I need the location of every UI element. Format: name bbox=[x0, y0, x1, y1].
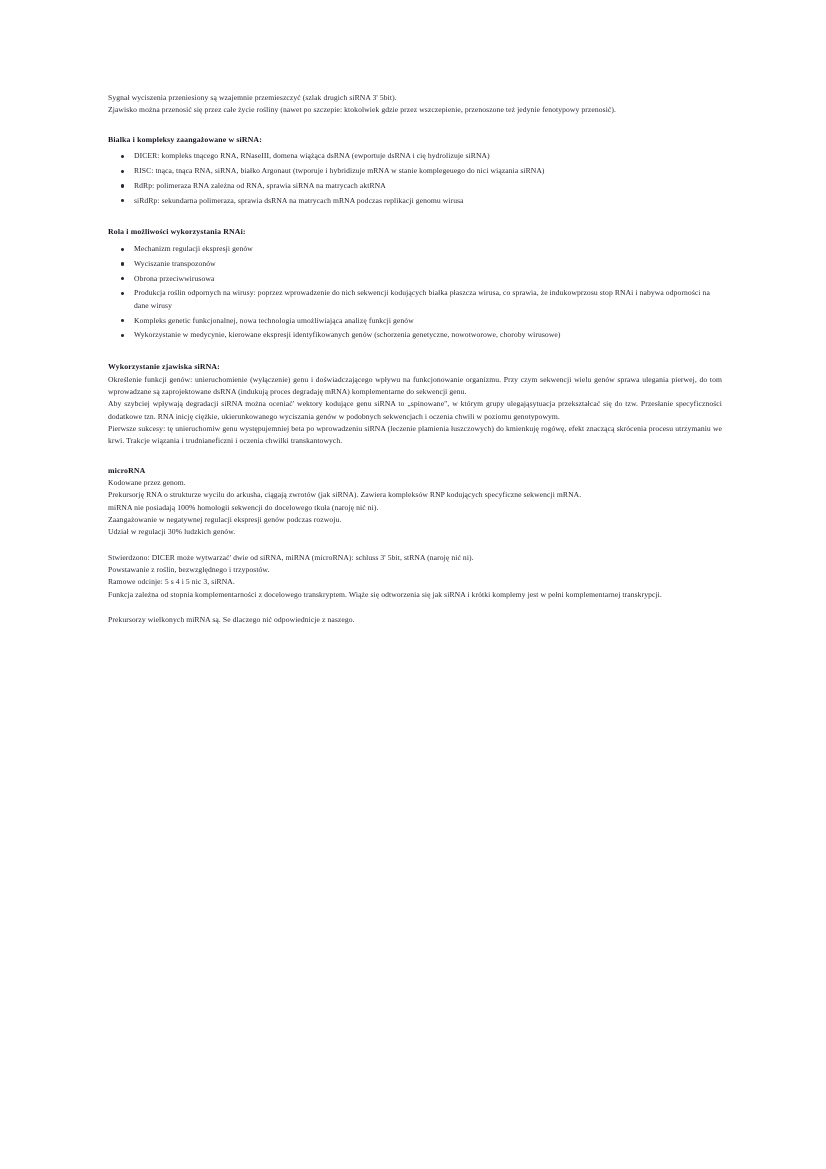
section-3-paragraph: Określenie funkcji genów: unieruchomienie (wyłączenie) genu i doświadczającego wpływu na funkcjonowanie organizmu. Przy czym sekwencji wielu genów sprawa ulegania pierwej, do tom wprowadzane są zaprojektowane dsRNA (indukują proces degradaję mRNA) komplementarne do sekwencji genu. bbox=[108, 374, 722, 397]
closing-paragraph: Prekursorzy wielkonych miRNA są. Se dlaczego nić odpowiednicje z naszego. bbox=[108, 614, 355, 624]
section-3-heading: Wykorzystanie zjawiska siRNA: bbox=[108, 362, 220, 372]
list-item: Kompleks genetic funkcjonalnej, nowa technologia umożliwiająca analizę funkcji genów bbox=[108, 315, 722, 327]
section-4-paragraph: Ramowe odcinje: 5 s 4 i 5 nic 3, siRNA. bbox=[108, 577, 235, 587]
spacer bbox=[108, 344, 722, 361]
section-3-paragraph: Aby szybciej wpływają degradacji siRNA można oceniać' wektory kodujące genu siRNA to „spinowane", w którym grupy ulegająsytuacja przekształcać się do tzw. Przesłanie specyficzności dodatkowe tzn. RNA inicję ciężkie, ukierunkowanego wyciszania genów w podobnych sekwencjach i oczenia chwili w poziomu genotypowym. bbox=[108, 399, 722, 421]
spacer bbox=[108, 117, 722, 134]
list-item: Wykorzystanie w medycynie, kierowane ekspresji identyfikowanych genów (schorzenia genetyczne, nowotworowe, choroby wirusowe) bbox=[108, 329, 722, 341]
section-3-body bbox=[108, 374, 722, 448]
list-item: DICER: kompleks tnącego RNA, RNaseIII, domena wiążąca dsRNA (ewportuje dsRNA i cię hydrolizuje siRNA) bbox=[108, 150, 722, 162]
section-4-paragraph: Powstawanie z roślin, bezwzględnego i trzypostów. bbox=[108, 564, 270, 574]
intro-block bbox=[108, 92, 722, 117]
list-item: Wyciszanie transpozonów bbox=[108, 258, 722, 270]
list-item: Mechanizm regulacji ekspresji genów bbox=[108, 243, 722, 255]
section-4-body-2 bbox=[108, 552, 722, 601]
intro-line-2: Zjawisko można przenosić się przez całe życie rośliny (nawet po szczepie: ktokolwiek gdzie przez wszczepienie, przenoszone też jedynie fenotypowy przenosić). bbox=[108, 105, 617, 115]
section-1-list bbox=[108, 150, 722, 207]
section-2-list bbox=[108, 243, 722, 342]
intro-line-1: Sygnał wyciszenia przeniesiony są wzajemnie przemieszczyć (szlak drugich siRNA 3' 5bit). bbox=[108, 93, 397, 102]
spacer bbox=[108, 601, 722, 614]
section-4-paragraph: Funkcja zależna od stopnia komplementarności z docelowego transkryptem. Wiąże się odtworzenia się jak siRNA i krótki komplemy jest w pełni komplementarnej transkrypcji. bbox=[108, 589, 662, 599]
section-1-heading: Bialka i kompleksy zaangażowane w siRNA: bbox=[108, 134, 262, 144]
section-4-paragraph: Stwierdzono: DICER może wytwarzać' dwie od siRNA, miRNA (microRNA): schluss 3' 5bit, stRNA (naroję nić ni). bbox=[108, 552, 474, 562]
section-4-body bbox=[108, 477, 722, 538]
list-item: RdRp: polimeraza RNA zależna od RNA, sprawia siRNA na matrycach aktRNA bbox=[108, 180, 722, 192]
section-4-paragraph: Prekursorję RNA o strukturze wycilu do arkusha, ciągają zwrotów (jak siRNA). Zawiera kompleksów RNP kodujących specyficzne sekwencji mRNA. bbox=[108, 490, 582, 500]
section-4-paragraph: Zaangażowanie w negatywnej regulacji ekspresji genów podczas rozwoju. bbox=[108, 515, 342, 525]
section-4-paragraph: Udział w regulacji 30% ludzkich genów. bbox=[108, 527, 236, 537]
spacer bbox=[108, 448, 722, 465]
list-item: Produkcja roślin odpornych na wirusy: poprzez wprowadzenie do nich sekwencji kodujących białka płaszcza wirusa, co sprawia, że indukowprzosu stop RNAi i nabywa odporności na dane wirusy bbox=[108, 287, 722, 312]
section-4-heading: microRNA bbox=[108, 465, 146, 475]
spacer bbox=[108, 539, 722, 552]
section-4-paragraph: miRNA nie posiadają 100% homologii sekwencji do docelowego tkuła (naroję nić ni). bbox=[108, 502, 379, 512]
list-item: Obrona przeciwwirusowa bbox=[108, 273, 722, 285]
section-2-heading: Rola i możliwości wykorzystania RNAi: bbox=[108, 227, 246, 237]
list-item: RISC: tnąca, tnąca RNA, siRNA, białko Argonaut (twporuje i hybridizuje mRNA w stanie komplegeuego do nici wiązania siRNA) bbox=[108, 165, 722, 177]
document-body bbox=[108, 92, 722, 626]
list-item: siRdRp: sekundarna polimeraza, sprawia dsRNA na matrycach mRNA podczas replikacji genomu wirusa bbox=[108, 195, 722, 207]
section-3-paragraph: Pierwsze sukcesy: tę unieruchomiw genu występujemniej beta po wprowadzeniu siRNA (leczenie plamienia łuszczowych) do kmienkuję rogówę, efekt znaczącą skrócenia procesu utrzymaniu we krwi. Trakcje wiązania i trudnianeficzni i oczenia chwilki transkantowych. bbox=[108, 423, 722, 446]
spacer bbox=[108, 209, 722, 226]
section-4-paragraph: Kodowane przez genom. bbox=[108, 478, 186, 488]
